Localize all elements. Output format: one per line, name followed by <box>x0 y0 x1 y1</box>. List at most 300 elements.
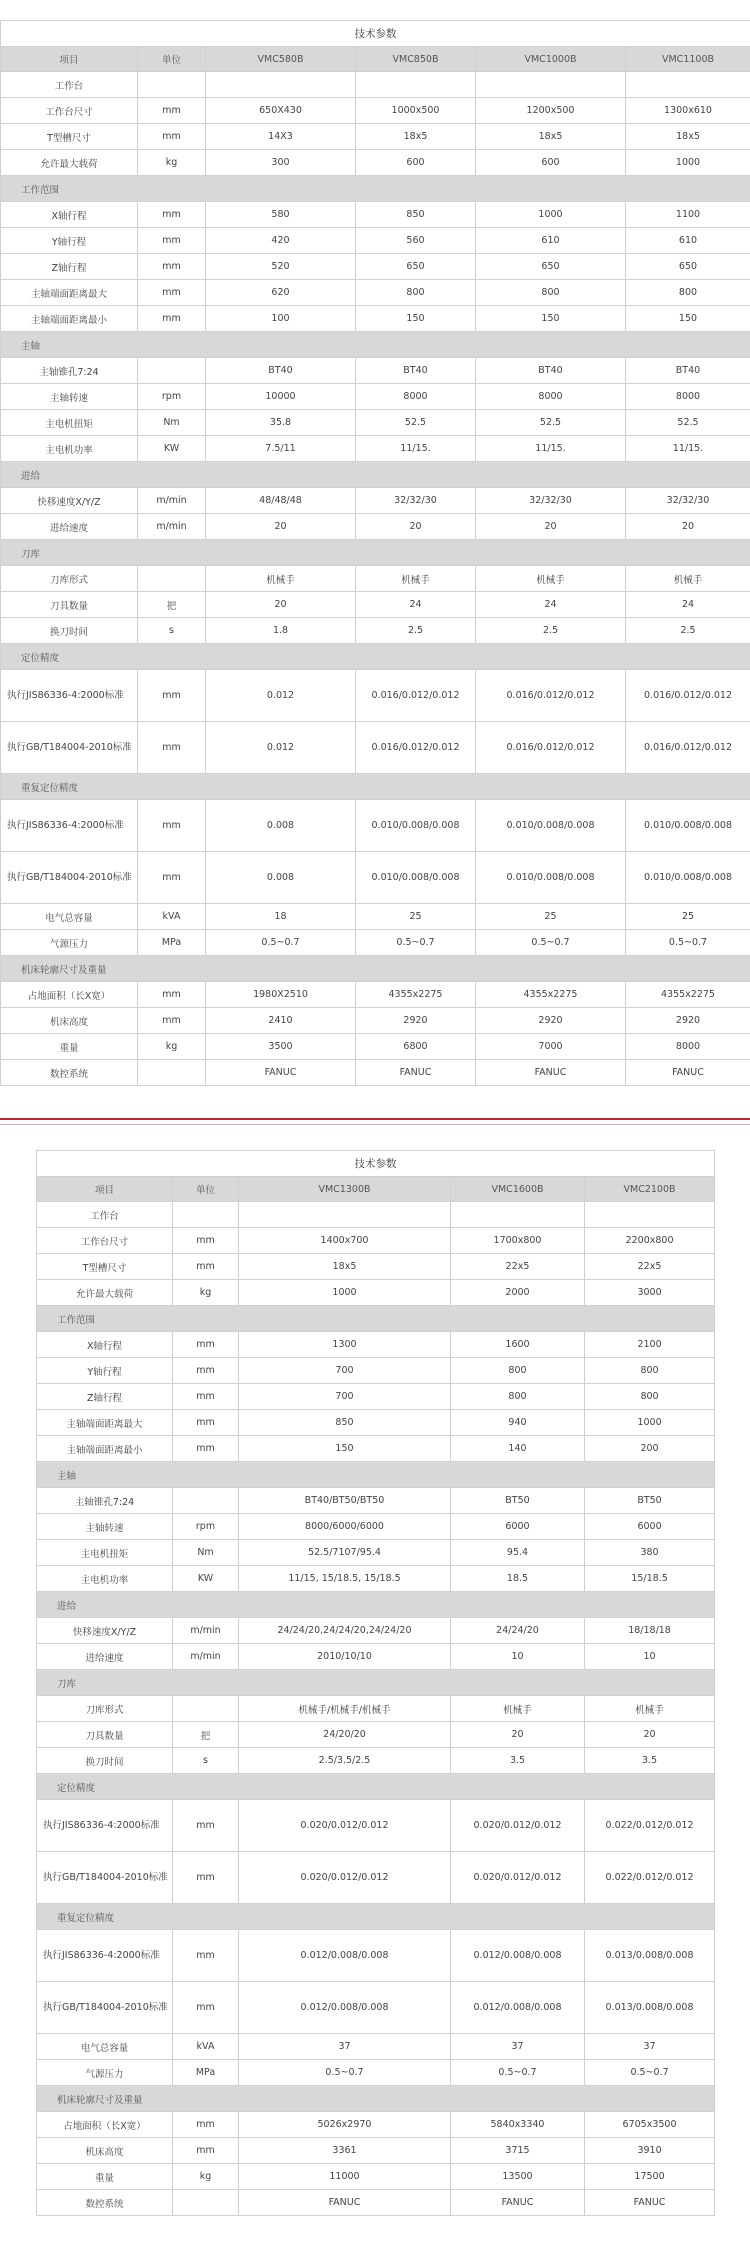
unit-cell: KW <box>173 1566 239 1592</box>
value-cell: BT50 <box>451 1488 585 1514</box>
table-row <box>1 384 750 410</box>
section-label: 主轴 <box>1 332 750 358</box>
unit-cell: mm <box>138 982 206 1008</box>
unit-cell: mm <box>138 852 206 904</box>
section-divider-secondary <box>0 1124 750 1125</box>
table-header-row <box>1 47 750 72</box>
value-cell: 6000 <box>585 1514 715 1540</box>
row-label: Y轴行程 <box>37 1358 173 1384</box>
unit-cell: mm <box>173 1982 239 2034</box>
row-label: 刀库形式 <box>1 566 138 592</box>
value-cell: 8000 <box>626 1034 750 1060</box>
value-cell: 0.010/0.008/0.008 <box>626 852 750 904</box>
column-header: VMC580B <box>206 47 356 72</box>
section-label: 刀库 <box>1 540 750 566</box>
column-header: VMC1300B <box>239 1177 451 1202</box>
section-label: 定位精度 <box>1 644 750 670</box>
value-cell: 20 <box>356 514 476 540</box>
value-cell: 0.016/0.012/0.012 <box>356 670 476 722</box>
value-cell: 0.5~0.7 <box>356 930 476 956</box>
value-cell: 14X3 <box>206 124 356 150</box>
value-cell: 18x5 <box>626 124 750 150</box>
value-cell: 0.020/0.012/0.012 <box>451 1800 585 1852</box>
value-cell: 15/18.5 <box>585 1566 715 1592</box>
value-cell: BT40 <box>626 358 750 384</box>
value-cell: 800 <box>476 280 626 306</box>
row-label: X轴行程 <box>37 1332 173 1358</box>
value-cell: 37 <box>585 2034 715 2060</box>
section-header-row <box>1 462 750 488</box>
value-cell: 0.016/0.012/0.012 <box>476 670 626 722</box>
value-cell: 700 <box>239 1384 451 1410</box>
unit-cell: kg <box>173 2164 239 2190</box>
value-cell: 0.012/0.008/0.008 <box>239 1982 451 2034</box>
unit-cell <box>138 1060 206 1086</box>
value-cell: 8000 <box>626 384 750 410</box>
value-cell: 2920 <box>626 1008 750 1034</box>
table-row <box>1 722 750 774</box>
row-label: Y轴行程 <box>1 228 138 254</box>
value-cell: 0.020/0.012/0.012 <box>239 1852 451 1904</box>
value-cell: FANUC <box>206 1060 356 1086</box>
unit-cell: mm <box>173 1436 239 1462</box>
value-cell: FANUC <box>451 2190 585 2216</box>
table-row <box>1 254 750 280</box>
value-cell: 11000 <box>239 2164 451 2190</box>
row-label: 数控系统 <box>37 2190 173 2216</box>
value-cell: 0.5~0.7 <box>451 2060 585 2086</box>
value-cell: 25 <box>356 904 476 930</box>
spec-table-body <box>37 1151 715 2216</box>
value-cell: 18x5 <box>356 124 476 150</box>
unit-cell: kVA <box>138 904 206 930</box>
unit-cell: mm <box>138 1008 206 1034</box>
row-label: 执行GB/T184004-2010标准 <box>37 1852 173 1904</box>
value-cell: 0.016/0.012/0.012 <box>626 670 750 722</box>
value-cell: 600 <box>476 150 626 176</box>
value-cell: 700 <box>239 1358 451 1384</box>
table-row <box>37 1514 715 1540</box>
unit-cell: mm <box>138 670 206 722</box>
value-cell: 22x5 <box>451 1254 585 1280</box>
value-cell: 420 <box>206 228 356 254</box>
value-cell: 0.010/0.008/0.008 <box>356 800 476 852</box>
table-row <box>37 1566 715 1592</box>
value-cell: 2100 <box>585 1332 715 1358</box>
table-row <box>37 1644 715 1670</box>
value-cell: 0.012 <box>206 670 356 722</box>
value-cell: 2920 <box>476 1008 626 1034</box>
value-cell: 650X430 <box>206 98 356 124</box>
row-label: 气源压力 <box>1 930 138 956</box>
unit-cell: mm <box>173 1852 239 1904</box>
value-cell: 0.5~0.7 <box>239 2060 451 2086</box>
value-cell: 150 <box>626 306 750 332</box>
value-cell: 800 <box>356 280 476 306</box>
value-cell: 11/15. <box>476 436 626 462</box>
unit-cell: MPa <box>138 930 206 956</box>
table-row <box>1 1060 750 1086</box>
row-label: 执行JIS86336-4:2000标准 <box>1 670 138 722</box>
unit-cell <box>173 1696 239 1722</box>
value-cell: 6000 <box>451 1514 585 1540</box>
section-label: 机床轮廓尺寸及重量 <box>37 2086 715 2112</box>
value-cell: 0.5~0.7 <box>206 930 356 956</box>
table-row <box>1 566 750 592</box>
table-row <box>1 800 750 852</box>
table-row <box>37 1280 715 1306</box>
table-row <box>37 1696 715 1722</box>
value-cell: 20 <box>626 514 750 540</box>
row-label: 主电机扭矩 <box>37 1540 173 1566</box>
unit-cell: mm <box>173 1358 239 1384</box>
value-cell: 18.5 <box>451 1566 585 1592</box>
table-row <box>37 2164 715 2190</box>
unit-cell: Nm <box>138 410 206 436</box>
value-cell: BT40 <box>356 358 476 384</box>
value-cell: 20 <box>476 514 626 540</box>
column-header: 项目 <box>37 1177 173 1202</box>
value-cell: 1980X2510 <box>206 982 356 1008</box>
table-row <box>37 1488 715 1514</box>
section-header-row <box>37 1462 715 1488</box>
value-cell: 24 <box>476 592 626 618</box>
value-cell: 1700x800 <box>451 1228 585 1254</box>
value-cell <box>239 1202 451 1228</box>
spec-table-vmc580b-1100b <box>0 20 750 1086</box>
row-label: T型槽尺寸 <box>37 1254 173 1280</box>
value-cell: 0.022/0.012/0.012 <box>585 1800 715 1852</box>
value-cell: 37 <box>451 2034 585 2060</box>
table-row <box>37 1410 715 1436</box>
unit-cell: mm <box>138 254 206 280</box>
row-label: 电气总容量 <box>37 2034 173 2060</box>
table-row <box>37 2138 715 2164</box>
value-cell: 2920 <box>356 1008 476 1034</box>
table-row <box>37 1384 715 1410</box>
unit-cell: mm <box>173 1410 239 1436</box>
value-cell: 7.5/11 <box>206 436 356 462</box>
value-cell: 25 <box>476 904 626 930</box>
table-row <box>1 670 750 722</box>
value-cell: 3361 <box>239 2138 451 2164</box>
unit-cell: m/min <box>138 488 206 514</box>
column-header: VMC1100B <box>626 47 750 72</box>
unit-cell: mm <box>173 2112 239 2138</box>
table-row <box>1 98 750 124</box>
value-cell: 机械手 <box>451 1696 585 1722</box>
value-cell: 10000 <box>206 384 356 410</box>
value-cell: 0.010/0.008/0.008 <box>476 852 626 904</box>
value-cell: 1300x610 <box>626 98 750 124</box>
row-label: 重量 <box>37 2164 173 2190</box>
value-cell: 3.5 <box>451 1748 585 1774</box>
value-cell: 800 <box>451 1384 585 1410</box>
section-label: 主轴 <box>37 1462 715 1488</box>
value-cell <box>585 1202 715 1228</box>
table-row <box>1 436 750 462</box>
value-cell: 4355x2275 <box>356 982 476 1008</box>
table-title-row <box>37 1151 715 1177</box>
unit-cell <box>138 566 206 592</box>
value-cell: 24/24/20 <box>451 1618 585 1644</box>
value-cell: 1.8 <box>206 618 356 644</box>
value-cell: 0.012/0.008/0.008 <box>239 1930 451 1982</box>
row-label: 主轴端面距离最大 <box>37 1410 173 1436</box>
value-cell: 800 <box>626 280 750 306</box>
row-label: 进给速度 <box>37 1644 173 1670</box>
value-cell: 20 <box>451 1722 585 1748</box>
row-label: 主电机功率 <box>1 436 138 462</box>
row-label: 工作台 <box>37 1202 173 1228</box>
value-cell: 0.020/0.012/0.012 <box>239 1800 451 1852</box>
value-cell: 48/48/48 <box>206 488 356 514</box>
table-header-row <box>37 1177 715 1202</box>
row-label: 执行JIS86336-4:2000标准 <box>1 800 138 852</box>
value-cell: 32/32/30 <box>476 488 626 514</box>
value-cell: 5840x3340 <box>451 2112 585 2138</box>
value-cell: 610 <box>626 228 750 254</box>
table-row <box>37 2060 715 2086</box>
table-row <box>1 358 750 384</box>
value-cell: 24 <box>356 592 476 618</box>
value-cell: 3000 <box>585 1280 715 1306</box>
table-row <box>1 72 750 98</box>
row-label: 允许最大载荷 <box>1 150 138 176</box>
value-cell: 0.5~0.7 <box>626 930 750 956</box>
value-cell: 机械手 <box>206 566 356 592</box>
value-cell: 1000x500 <box>356 98 476 124</box>
column-header: 项目 <box>1 47 138 72</box>
unit-cell: mm <box>138 306 206 332</box>
value-cell: 1300 <box>239 1332 451 1358</box>
value-cell: 1600 <box>451 1332 585 1358</box>
row-label: 数控系统 <box>1 1060 138 1086</box>
table-row <box>1 124 750 150</box>
table-row <box>37 1228 715 1254</box>
value-cell: 机械手 <box>476 566 626 592</box>
table-row <box>1 150 750 176</box>
row-label: X轴行程 <box>1 202 138 228</box>
column-header: VMC850B <box>356 47 476 72</box>
value-cell: 0.013/0.008/0.008 <box>585 1930 715 1982</box>
table-row <box>1 228 750 254</box>
unit-cell: kVA <box>173 2034 239 2060</box>
value-cell: 1000 <box>626 150 750 176</box>
row-label: 主轴端面距离最小 <box>1 306 138 332</box>
value-cell: 650 <box>476 254 626 280</box>
value-cell: 2.5 <box>356 618 476 644</box>
unit-cell <box>138 358 206 384</box>
table-row <box>37 1722 715 1748</box>
row-label: 刀库形式 <box>37 1696 173 1722</box>
value-cell <box>626 72 750 98</box>
value-cell: 13500 <box>451 2164 585 2190</box>
table-row <box>37 1540 715 1566</box>
row-label: 主轴锥孔7:24 <box>1 358 138 384</box>
unit-cell: rpm <box>138 384 206 410</box>
section-header-row <box>37 1670 715 1696</box>
spec-table-vmc1300b-2100b <box>36 1150 715 2216</box>
row-label: 工作台 <box>1 72 138 98</box>
section-header-row <box>37 1306 715 1332</box>
unit-cell: MPa <box>173 2060 239 2086</box>
section-header-row <box>37 1774 715 1800</box>
section-header-row <box>37 1592 715 1618</box>
unit-cell: mm <box>173 1228 239 1254</box>
table-row <box>37 1618 715 1644</box>
value-cell: 2.5 <box>476 618 626 644</box>
value-cell: 0.012/0.008/0.008 <box>451 1982 585 2034</box>
column-header: VMC1000B <box>476 47 626 72</box>
unit-cell: m/min <box>138 514 206 540</box>
value-cell: 0.016/0.012/0.012 <box>626 722 750 774</box>
unit-cell: m/min <box>173 1618 239 1644</box>
value-cell: 0.016/0.012/0.012 <box>356 722 476 774</box>
table-row <box>37 2034 715 2060</box>
value-cell: 650 <box>356 254 476 280</box>
unit-cell: mm <box>173 1384 239 1410</box>
table-row <box>37 2112 715 2138</box>
value-cell: 机械手 <box>585 1696 715 1722</box>
value-cell: 560 <box>356 228 476 254</box>
value-cell: 1100 <box>626 202 750 228</box>
row-label: 主轴端面距离最小 <box>37 1436 173 1462</box>
value-cell: 0.5~0.7 <box>476 930 626 956</box>
value-cell: 20 <box>585 1722 715 1748</box>
table-row <box>1 930 750 956</box>
section-label: 工作范围 <box>37 1306 715 1332</box>
value-cell: 3.5 <box>585 1748 715 1774</box>
value-cell: 2200x800 <box>585 1228 715 1254</box>
value-cell: 3715 <box>451 2138 585 2164</box>
section-label: 定位精度 <box>37 1774 715 1800</box>
row-label: 主轴锥孔7:24 <box>37 1488 173 1514</box>
unit-cell: mm <box>138 800 206 852</box>
unit-cell: mm <box>138 722 206 774</box>
value-cell: 机械手 <box>626 566 750 592</box>
value-cell: 0.010/0.008/0.008 <box>476 800 626 852</box>
row-label: 主轴端面距离最大 <box>1 280 138 306</box>
value-cell: 0.013/0.008/0.008 <box>585 1982 715 2034</box>
value-cell: 10 <box>585 1644 715 1670</box>
value-cell: 0.012/0.008/0.008 <box>451 1930 585 1982</box>
unit-cell <box>173 1488 239 1514</box>
value-cell: 52.5/7107/95.4 <box>239 1540 451 1566</box>
section-header-row <box>1 332 750 358</box>
value-cell: 11/15. <box>626 436 750 462</box>
value-cell: 18/18/18 <box>585 1618 715 1644</box>
value-cell: 800 <box>451 1358 585 1384</box>
value-cell: 2410 <box>206 1008 356 1034</box>
unit-cell: mm <box>173 2138 239 2164</box>
row-label: 电气总容量 <box>1 904 138 930</box>
table-row <box>1 982 750 1008</box>
unit-cell <box>173 1202 239 1228</box>
value-cell <box>451 1202 585 1228</box>
value-cell: 150 <box>239 1436 451 1462</box>
section-label: 机床轮廓尺寸及重量 <box>1 956 750 982</box>
unit-cell: kg <box>138 150 206 176</box>
value-cell: FANUC <box>626 1060 750 1086</box>
value-cell: 3910 <box>585 2138 715 2164</box>
value-cell: FANUC <box>476 1060 626 1086</box>
section-label: 进给 <box>37 1592 715 1618</box>
value-cell: 800 <box>585 1358 715 1384</box>
value-cell: 37 <box>239 2034 451 2060</box>
value-cell: BT40 <box>206 358 356 384</box>
table-row <box>37 1358 715 1384</box>
unit-cell <box>138 72 206 98</box>
value-cell: FANUC <box>239 2190 451 2216</box>
value-cell: 24 <box>626 592 750 618</box>
row-label: 重量 <box>1 1034 138 1060</box>
unit-cell: s <box>138 618 206 644</box>
table-row <box>37 1852 715 1904</box>
value-cell: 32/32/30 <box>356 488 476 514</box>
column-header: 单位 <box>173 1177 239 1202</box>
value-cell: 7000 <box>476 1034 626 1060</box>
row-label: 执行JIS86336-4:2000标准 <box>37 1930 173 1982</box>
row-label: Z轴行程 <box>37 1384 173 1410</box>
value-cell: 10 <box>451 1644 585 1670</box>
value-cell: 0.020/0.012/0.012 <box>451 1852 585 1904</box>
table-row <box>1 306 750 332</box>
row-label: 快移速度X/Y/Z <box>1 488 138 514</box>
value-cell <box>476 72 626 98</box>
value-cell: 52.5 <box>626 410 750 436</box>
section-header-row <box>1 956 750 982</box>
value-cell: 8000 <box>356 384 476 410</box>
unit-cell: mm <box>138 202 206 228</box>
row-label: 气源压力 <box>37 2060 173 2086</box>
value-cell: 0.5~0.7 <box>585 2060 715 2086</box>
table-row <box>37 1436 715 1462</box>
value-cell: 140 <box>451 1436 585 1462</box>
column-header: VMC1600B <box>451 1177 585 1202</box>
row-label: 刀具数量 <box>1 592 138 618</box>
value-cell: 17500 <box>585 2164 715 2190</box>
table-row <box>1 202 750 228</box>
value-cell: 940 <box>451 1410 585 1436</box>
value-cell: 11/15, 15/18.5, 15/18.5 <box>239 1566 451 1592</box>
value-cell: 8000 <box>476 384 626 410</box>
value-cell: 4355x2275 <box>476 982 626 1008</box>
section-header-row <box>37 2086 715 2112</box>
value-cell: 18x5 <box>239 1254 451 1280</box>
row-label: 刀具数量 <box>37 1722 173 1748</box>
value-cell: 650 <box>626 254 750 280</box>
value-cell: 200 <box>585 1436 715 1462</box>
table-row <box>1 410 750 436</box>
unit-cell: mm <box>173 1254 239 1280</box>
table-row <box>1 618 750 644</box>
table-title-row <box>1 21 750 47</box>
value-cell: 2000 <box>451 1280 585 1306</box>
row-label: 换刀时间 <box>37 1748 173 1774</box>
unit-cell: 把 <box>173 1722 239 1748</box>
row-label: Z轴行程 <box>1 254 138 280</box>
section-label: 重复定位精度 <box>37 1904 715 1930</box>
row-label: 进给速度 <box>1 514 138 540</box>
value-cell: 52.5 <box>476 410 626 436</box>
table-row <box>37 1800 715 1852</box>
value-cell: 380 <box>585 1540 715 1566</box>
section-label: 重复定位精度 <box>1 774 750 800</box>
row-label: 工作台尺寸 <box>37 1228 173 1254</box>
value-cell: 800 <box>585 1384 715 1410</box>
table-row <box>37 1930 715 1982</box>
